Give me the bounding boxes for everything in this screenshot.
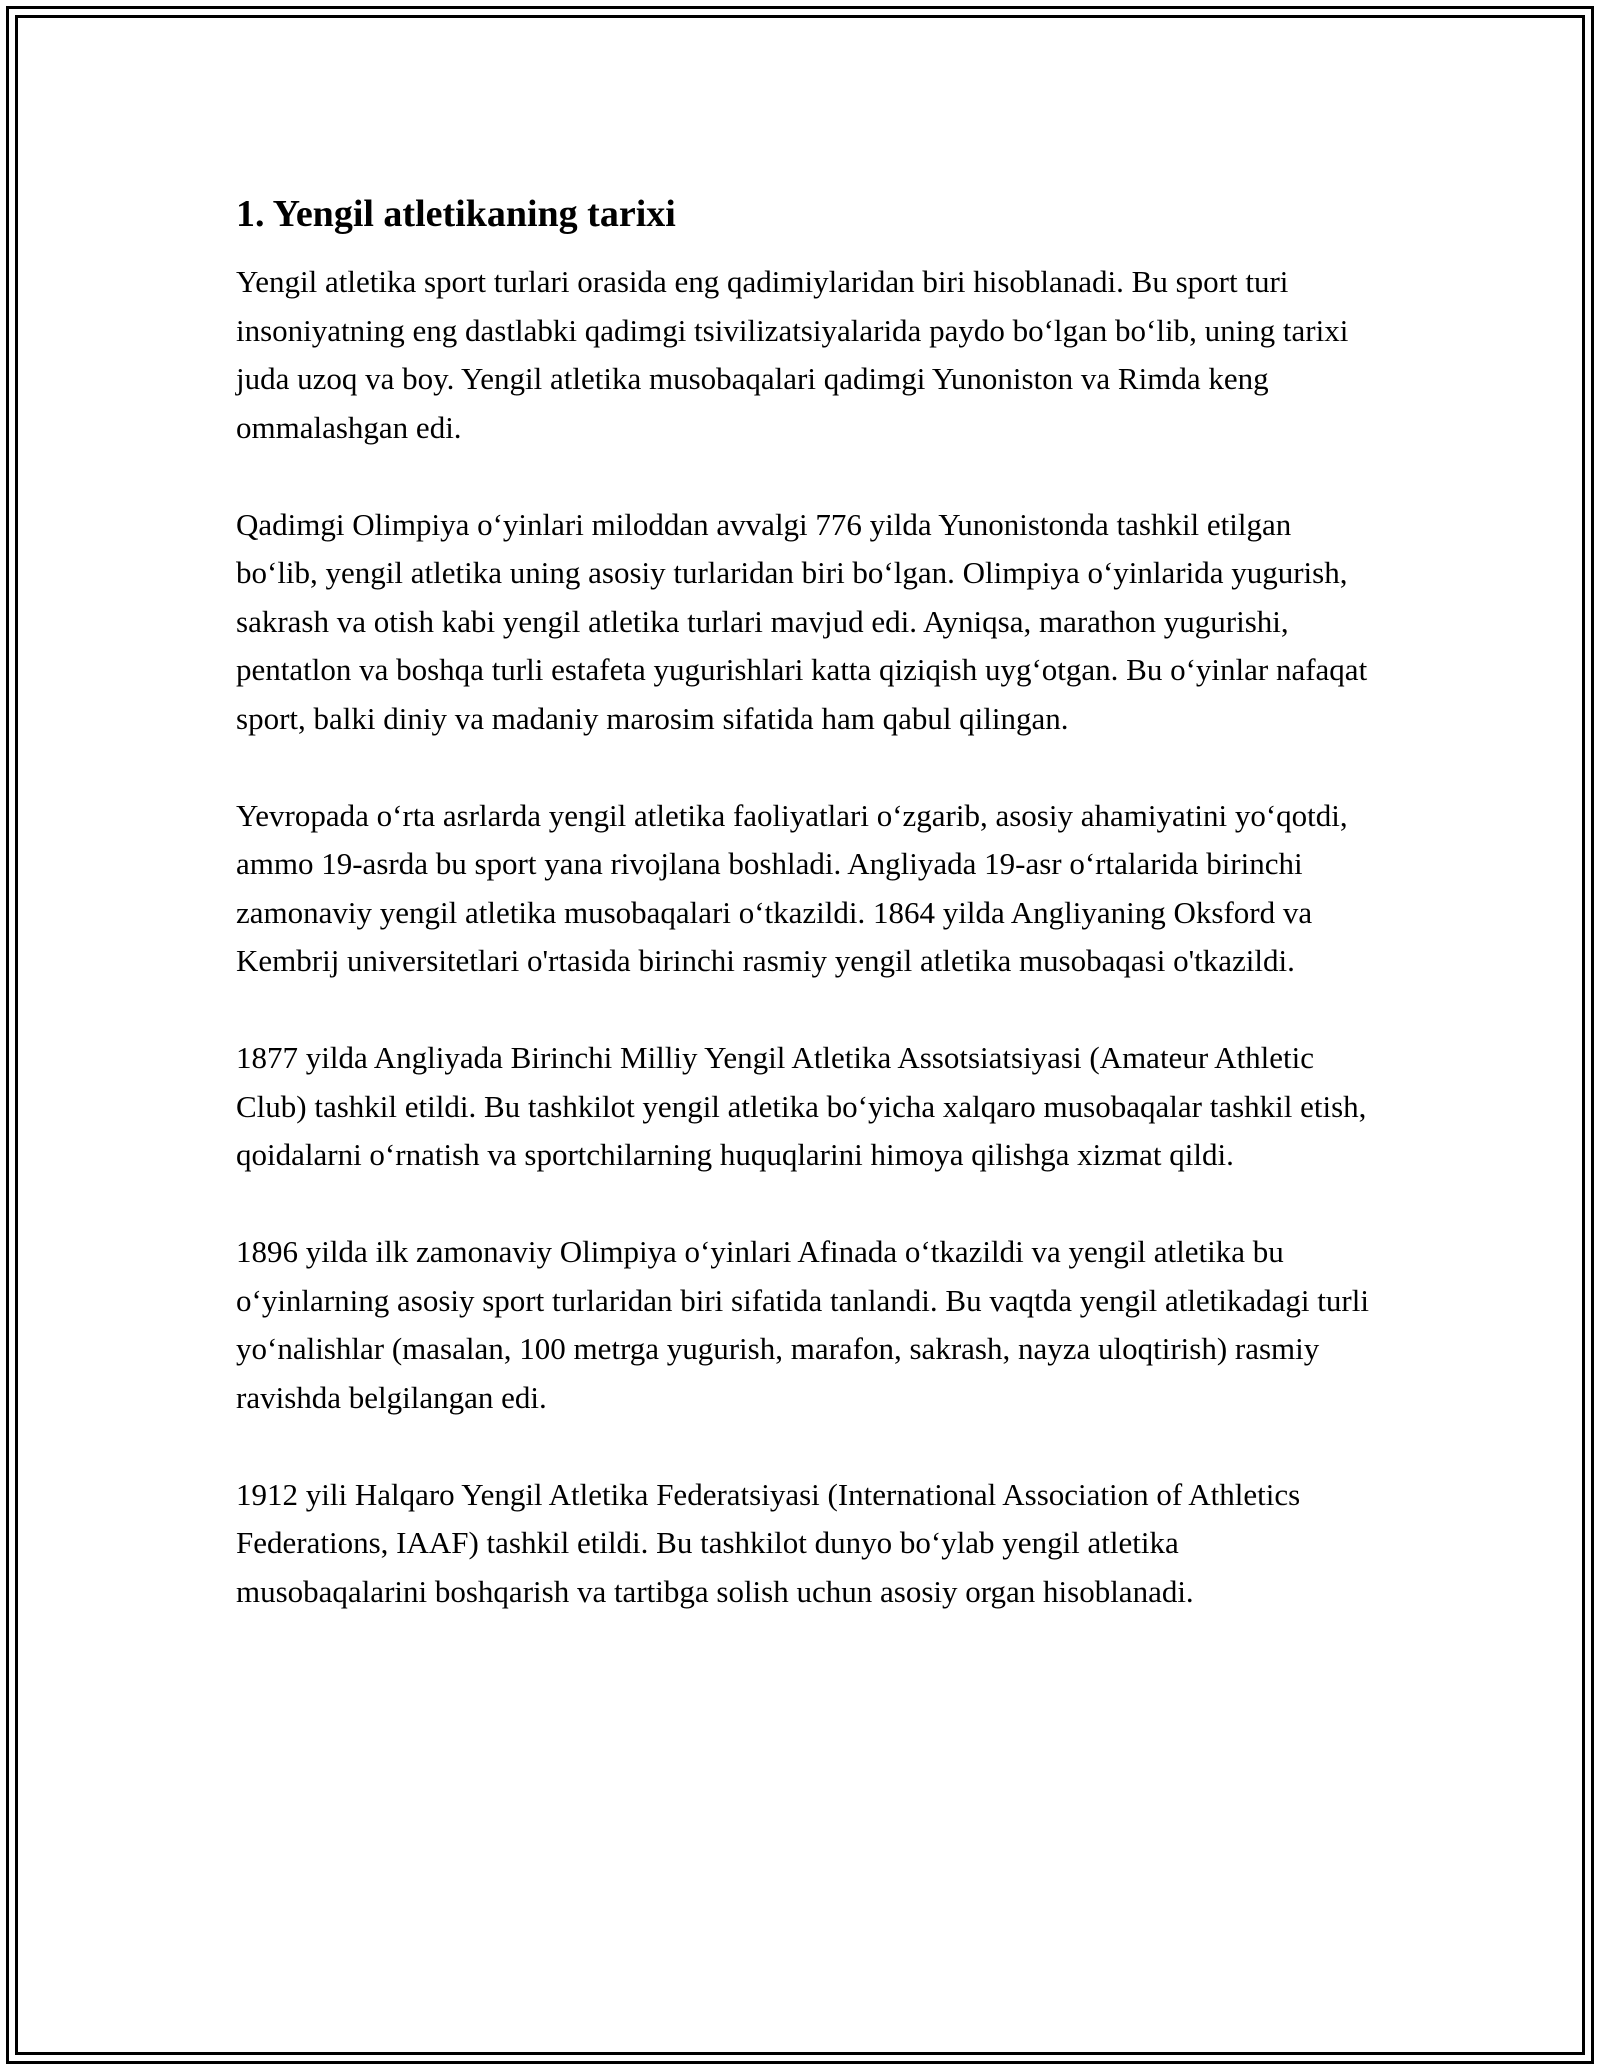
section-heading: 1. Yengil atletikaning tarixi	[236, 193, 676, 235]
document-body	[236, 188, 1376, 1665]
paragraph-ancient-olympics: Qadimgi Olimpiya o‘yinlari miloddan avvalgi 776 yilda Yunonistonda tashkil etilgan bo‘lib, yengil atletika uning asosiy turlaridan biri bo‘lgan. Olimpiya o‘yinlarida yugurish, sakrash va otish kabi yengil atletika turlari mavjud edi. Ayniqsa, marathon yugurishi, pentatlon va boshqa turli estafeta yugurishlari katta qiziqish uyg‘otgan. Bu o‘yinlar nafaqat sport, balki diniy va madaniy marosim sifatida ham qabul qilingan.	[236, 506, 1368, 736]
paragraph-amateur-athletic-club: 1877 yilda Angliyada Birinchi Milliy Yengil Atletika Assotsiatsiyasi (Amateur Athletic Club) tashkil etildi. Bu tashkilot yengil atletika bo‘yicha xalqaro musobaqalar tashkil etish, qoidalarni o‘rnatish va sportchilarning huquqlarini himoya qilishga xizmat qildi.	[236, 1040, 1367, 1172]
paragraph-iaaf: 1912 yili Halqaro Yengil Atletika Federatsiyasi (International Association of Athletics Federations, IAAF) tashkil etildi. Bu tashkilot dunyo bo‘ylab yengil atletika musobaqalarini boshqarish va tartibga solish uchun asosiy organ hisoblanadi.	[236, 1476, 1301, 1609]
paragraph-modern-olympics: 1896 yilda ilk zamonaviy Olimpiya o‘yinlari Afinada o‘tkazildi va yengil atletika bu o‘yinlarning asosiy sport turlaridan biri sifatida tanlandi. Bu vaqtda yengil atletikadagi turli yo‘nalishlar (masalan, 100 metrga yugurish, marafon, sakrash, nayza uloqtirish) rasmiy ravishda belgilangan edi.	[236, 1234, 1369, 1415]
paragraph-middle-ages: Yevropada o‘rta asrlarda yengil atletika faoliyatlari o‘zgarib, asosiy ahamiyatini yo‘qotdi, ammo 19-asrda bu sport yana rivojlana boshladi. Angliyada 19-asr o‘rtalarida birinchi zamonaviy yengil atletika musobaqalari o‘tkazildi. 1864 yilda Angliyaning Oksford va Kembrij universitetlari o'rtasida birinchi rasmiy yengil atletika musobaqasi o'tkazildi.	[236, 797, 1348, 978]
paragraph-intro: Yengil atletika sport turlari orasida eng qadimiylaridan biri hisoblanadi. Bu sport turi insoniyatning eng dastlabki qadimgi tsivilizatsiyalarida paydo bo‘lgan bo‘lib, uning tarixi juda uzoq va boy. Yengil atletika musobaqalari qadimgi Yunoniston va Rimda keng ommalashgan edi.	[236, 264, 1349, 445]
